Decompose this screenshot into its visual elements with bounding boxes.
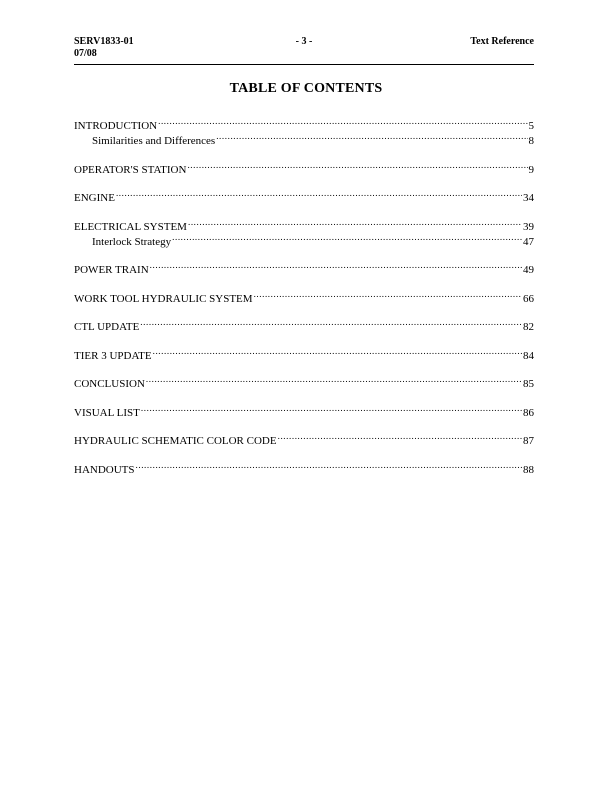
toc-group-power-train [74,258,534,276]
toc-entry-page: 88 [523,463,534,476]
toc-entry-page: 82 [523,321,534,333]
toc-group-work-tool-hydraulic-system [74,287,534,305]
toc-group-ctl-update [74,315,534,333]
toc-entry-label: WORK TOOL HYDRAULIC SYSTEM [74,292,253,305]
toc-leader-dots [158,114,527,129]
table-of-contents [74,114,534,486]
toc-entry-page: 49 [523,264,534,276]
toc-leader-dots [146,372,522,387]
toc-leader-dots [116,186,522,201]
toc-entry-handouts[interactable] [74,458,534,476]
toc-entry-tier-3-update[interactable] [74,344,534,362]
toc-entry-introduction[interactable] [74,114,534,132]
toc-leader-dots [136,458,523,473]
text-reference-label: Text Reference [470,36,534,47]
toc-entry-page: 84 [523,349,534,362]
toc-group-electrical-system [74,215,534,248]
toc-entry-label: POWER TRAIN [74,264,149,276]
toc-entry-label: CONCLUSION [74,378,145,390]
toc-group-conclusion [74,372,534,390]
toc-group-tier-3-update [74,344,534,362]
toc-entry-page: 85 [523,378,534,390]
toc-entry-work-tool-hydraulic-system[interactable] [74,287,534,305]
toc-entry-visual-list[interactable] [74,401,534,419]
toc-leader-dots [172,230,522,245]
toc-entry-page: 87 [523,435,534,447]
toc-entry-label: Interlock Strategy [92,235,172,248]
toc-group-hydraulic-schematic-color-code [74,429,534,447]
toc-entry-power-train[interactable] [74,258,534,276]
toc-entry-page: 34 [523,192,534,204]
toc-leader-dots [141,401,522,416]
toc-leader-dots [140,315,522,330]
toc-group-engine [74,186,534,204]
toc-entry-page: 86 [523,406,534,419]
toc-leader-dots [153,344,522,359]
toc-entry-page: 8 [528,135,534,147]
toc-leader-dots [188,215,522,230]
toc-entry-page: 9 [528,163,534,176]
toc-entry-conclusion[interactable] [74,372,534,390]
toc-group-handouts [74,458,534,476]
toc-title: TABLE OF CONTENTS [229,81,383,96]
toc-leader-dots [216,129,527,144]
toc-entry-page: 5 [528,120,534,132]
toc-entry-label: ELECTRICAL SYSTEM [74,220,187,233]
toc-entry-label: VISUAL LIST [74,406,140,419]
toc-leader-dots [254,287,522,302]
toc-entry-label: ENGINE [74,192,115,204]
page-number: - 3 - [295,36,313,47]
toc-leader-dots [187,158,527,173]
toc-entry-label: OPERATOR'S STATION [74,163,187,176]
toc-entry-label: HANDOUTS [74,463,135,476]
toc-entry-label: HYDRAULIC SCHEMATIC COLOR CODE [74,435,277,447]
doc-number: SERV1833-01 [74,36,134,47]
toc-entry-page: 47 [523,235,534,248]
toc-entry-label: CTL UPDATE [74,321,140,333]
toc-group-visual-list [74,401,534,419]
toc-entry-operators-station[interactable] [74,158,534,176]
toc-group-operators-station [74,158,534,176]
toc-entry-ctl-update[interactable] [74,315,534,333]
toc-leader-dots [150,258,522,273]
toc-entry-label: INTRODUCTION [74,120,158,132]
toc-entry-hydraulic-schematic-color-code[interactable] [74,429,534,447]
doc-date: 07/08 [74,48,97,59]
toc-entry-label: Similarities and Differences [92,135,216,147]
toc-entry-page: 66 [523,292,534,305]
toc-entry-page: 39 [523,220,534,233]
page-header [74,36,534,65]
toc-entry-label: TIER 3 UPDATE [74,349,152,362]
toc-group-introduction [74,114,534,147]
toc-leader-dots [278,429,522,444]
toc-entry-engine[interactable] [74,186,534,204]
toc-entry-electrical-system[interactable] [74,215,534,233]
